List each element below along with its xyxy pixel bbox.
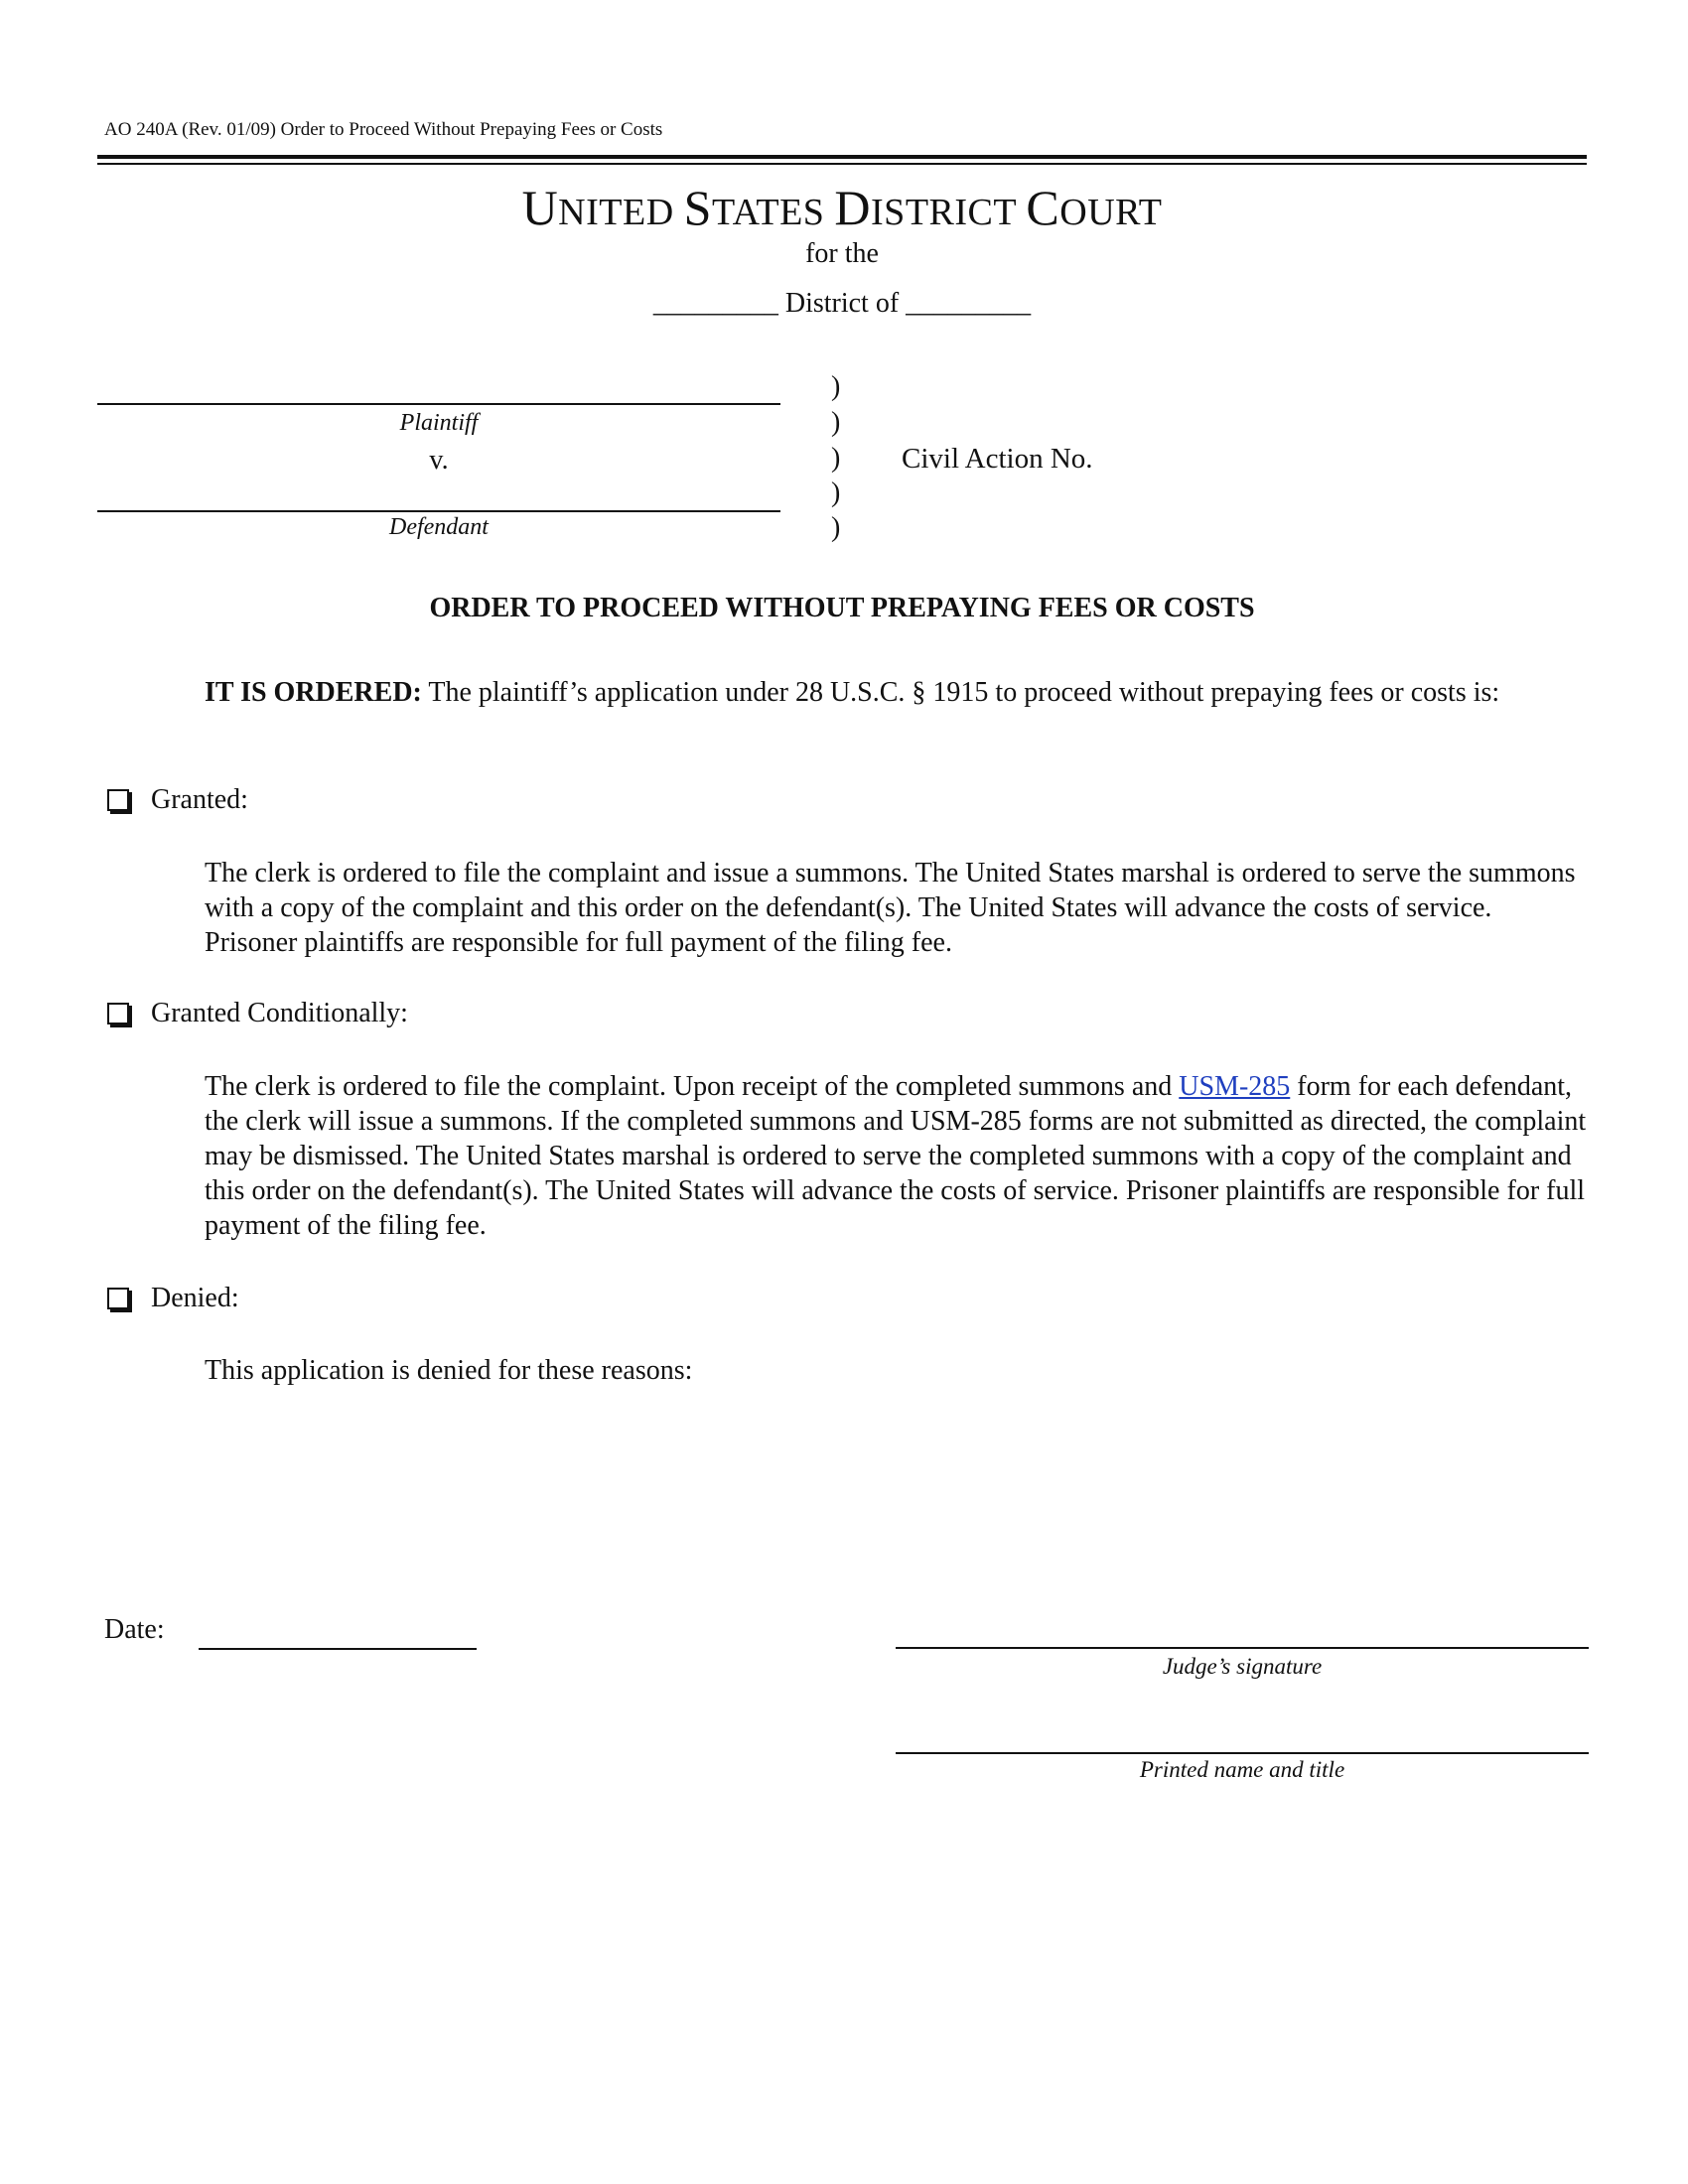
form-id: AO 240A (Rev. 01/09) Order to Proceed Without Prepaying Fees or Costs <box>104 119 663 140</box>
date-label: Date: <box>104 1614 165 1645</box>
for-the: for the <box>805 238 879 269</box>
caption-paren: ) <box>831 478 841 508</box>
granted-label: Granted: <box>151 784 248 815</box>
printed-name-label: Printed name and title <box>1139 1757 1345 1782</box>
granted-conditionally-checkbox[interactable] <box>107 1003 129 1024</box>
court-title-smallcaps: OURT <box>1059 192 1163 233</box>
district-field[interactable]: _________ District of _________ <box>652 288 1032 319</box>
court-title-smallcaps: TATES <box>711 192 835 233</box>
judge-signature-label: Judge’s signature <box>1162 1654 1323 1679</box>
court-title-letter: D <box>834 180 872 235</box>
conditional-text-before: The clerk is ordered to file the complaint. Upon receipt of the completed summons and <box>205 1071 1180 1102</box>
plaintiff-label: Plaintiff <box>399 410 479 436</box>
caption-paren: ) <box>831 371 841 402</box>
header-rule-thick <box>97 155 1587 159</box>
date-field[interactable] <box>199 1648 477 1650</box>
court-title <box>97 179 1587 236</box>
option-denied[interactable] <box>107 1283 239 1314</box>
plaintiff-field[interactable] <box>97 403 780 405</box>
option-granted[interactable] <box>107 784 248 816</box>
judge-signature-field[interactable] <box>896 1647 1589 1649</box>
granted-checkbox[interactable] <box>107 789 129 811</box>
denied-text: This application is denied for these reasons: <box>205 1355 693 1386</box>
header-rule-thin <box>97 163 1587 165</box>
court-title-letter: C <box>1026 180 1060 235</box>
court-title-letter: U <box>521 180 559 235</box>
versus: v. <box>429 445 449 476</box>
order-title: ORDER TO PROCEED WITHOUT PREPAYING FEES OR COSTS <box>429 593 1255 623</box>
defendant-label: Defendant <box>389 514 489 540</box>
usm-285-link[interactable]: USM-285 <box>1179 1071 1291 1102</box>
court-title-smallcaps: NITED <box>558 192 684 233</box>
granted-text: The clerk is ordered to file the complaint and issue a summons. The United States marshal is ordered to serve the summons with a copy of the complaint and this order on the defendant(s). The United States will advance the costs of service. Prisoner plaintiffs are responsible for full payment of the filing fee. <box>205 858 1576 958</box>
caption-paren: ) <box>831 512 841 543</box>
court-title-letter: S <box>683 180 712 235</box>
printed-name-field[interactable] <box>896 1752 1589 1754</box>
court-title-smallcaps: ISTRICT <box>871 192 1027 233</box>
order-paragraph <box>104 675 1589 710</box>
ordered-text: The plaintiff’s application under 28 U.S.C. § 1915 to proceed without prepaying fees or costs is: <box>421 677 1500 708</box>
denied-checkbox[interactable] <box>107 1288 129 1309</box>
caption-paren: ) <box>831 407 841 438</box>
granted-conditionally-label: Granted Conditionally: <box>151 998 408 1028</box>
ordered-heading: IT IS ORDERED: <box>205 677 422 708</box>
defendant-field[interactable] <box>97 510 780 512</box>
caption-paren: ) <box>831 443 841 474</box>
granted-conditionally-text <box>205 1069 1590 1243</box>
option-granted-conditionally[interactable] <box>107 998 408 1029</box>
denied-label: Denied: <box>151 1283 239 1313</box>
conditional-text-after: form for each defendant, the clerk will issue a summons. If the completed summons and USM-285 forms are not submitted as directed, the complaint may be dismissed. The United States marshal is ordered to serve the completed summons with a copy of the complaint and this order on the defendant(s). The United States will advance the costs of service. Prisoner plaintiffs are responsible for full payment of the filing fee. <box>205 1071 1587 1241</box>
civil-action-no[interactable]: Civil Action No. <box>902 443 1093 475</box>
